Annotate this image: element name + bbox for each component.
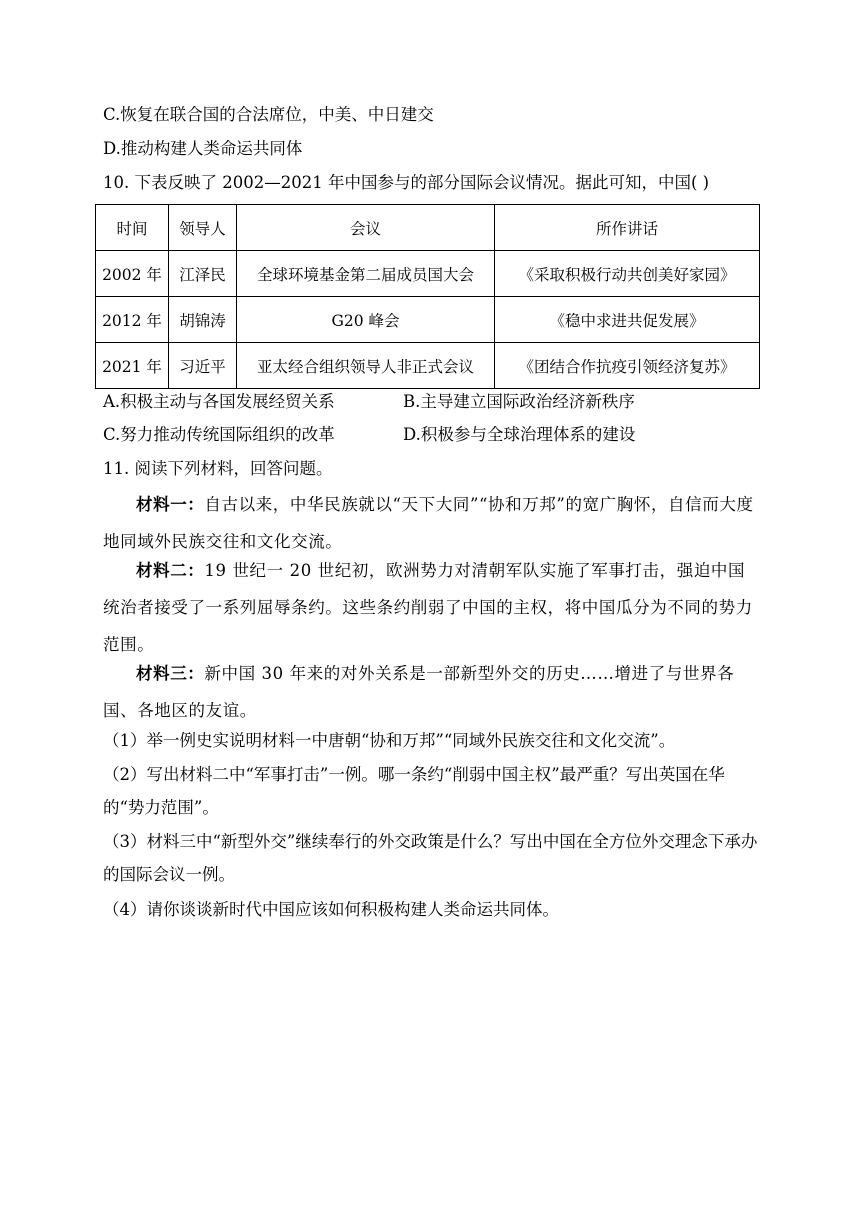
table-cell-speech: 《稳中求进共促发展》 (495, 297, 760, 343)
q10-option-d[interactable]: D.积极参与全球治理体系的建设 (403, 425, 636, 444)
table-cell-conference: 亚太经合组织领导人非正式会议 (237, 343, 495, 389)
sub-question-4: （4）请你谈谈新时代中国应该如何积极构建人类命运共同体。 (103, 900, 559, 919)
table-cell-speech: 《团结合作抗疫引领经济复苏》 (495, 343, 760, 389)
q10-option-b[interactable]: B.主导建立国际政治经济新秩序 (403, 392, 635, 411)
table-cell-speech: 《采取积极行动共创美好家园》 (495, 251, 760, 297)
table-header-cell: 所作讲话 (495, 205, 760, 251)
table-cell-leader: 习近平 (169, 343, 237, 389)
table-header-cell: 时间 (96, 205, 169, 251)
material-3 (103, 655, 758, 729)
question-11-stem: 11. 阅读下列材料，回答问题。 (103, 459, 333, 478)
material-1 (103, 486, 758, 560)
material-2 (103, 552, 758, 663)
table-cell-year: 2021 年 (96, 343, 169, 389)
q10-option-c[interactable]: C.努力推动传统国际组织的改革 (103, 425, 335, 444)
table-row (96, 343, 760, 389)
table-header-cell: 领导人 (169, 205, 237, 251)
sub-question-3: （3）材料三中“新型外交”继续奉行的外交政策是什么？写出中国在全方位外交理念下承办的国际会议一例。 (103, 832, 758, 884)
table-cell-conference: 全球环境基金第二届成员国大会 (237, 251, 495, 297)
material-1-label: 材料一： (136, 495, 205, 514)
sub-question-2: （2）写出材料二中“军事打击”一例。哪一条约“削弱中国主权”最严重？写出英国在华的“势力范围”。 (103, 765, 725, 817)
q10-option-a[interactable]: A.积极主动与各国发展经贸关系 (103, 392, 335, 411)
material-3-text: 新中国 30 年来的对外关系是一部新型外交的历史……增进了与世界各国、各地区的友谊。 (103, 664, 735, 720)
sub-question-1: （1）举一例史实说明材料一中唐朝“协和万邦”“同域外民族交往和文化交流”。 (103, 731, 676, 750)
material-3-label: 材料三： (136, 664, 205, 683)
table-row (96, 251, 760, 297)
table-row (96, 297, 760, 343)
conference-table (95, 204, 759, 388)
question-10-stem: 10. 下表反映了 2002—2021 年中国参与的部分国际会议情况。据此可知，中国( ) (103, 173, 710, 192)
table-cell-leader: 江泽民 (169, 251, 237, 297)
table-cell-year: 2012 年 (96, 297, 169, 343)
table-cell-conference: G20 峰会 (237, 297, 495, 343)
prev-option-c: C.恢复在联合国的合法席位，中美、中日建交 (103, 105, 434, 124)
prev-option-d: D.推动构建人类命运共同体 (103, 139, 303, 158)
table-header-row (96, 205, 760, 251)
table-cell-leader: 胡锦涛 (169, 297, 237, 343)
table-cell-year: 2002 年 (96, 251, 169, 297)
material-2-text: 19 世纪一 20 世纪初，欧洲势力对清朝军队实施了军事打击，强迫中国统治者接受了一系列屈辱条约。这些条约削弱了中国的主权，将中国瓜分为不同的势力范围。 (103, 561, 753, 654)
table-header-cell: 会议 (237, 205, 495, 251)
material-1-text: 自古以来，中华民族就以“天下大同”“协和万邦”的宽广胸怀，自信而大度地同域外民族交往和文化交流。 (103, 495, 754, 551)
material-2-label: 材料二： (136, 561, 205, 580)
